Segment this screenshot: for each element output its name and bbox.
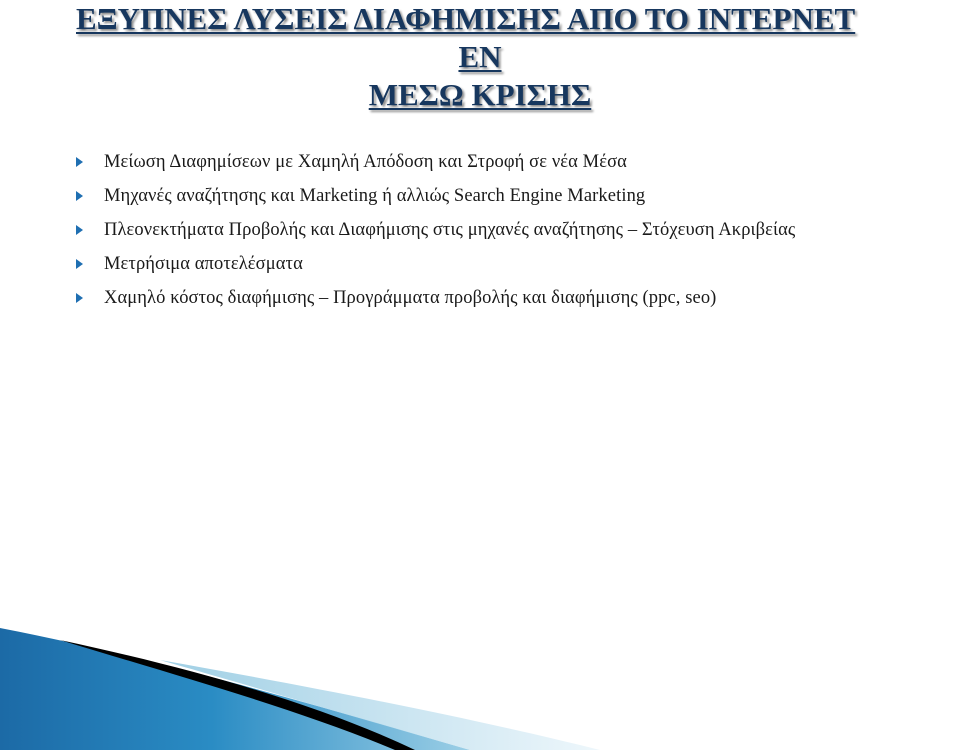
slide-title: [0, 0, 960, 114]
bullet-text: Μείωση Διαφημίσεων με Χαμηλή Απόδοση και Στροφή σε νέα Μέσα: [104, 151, 627, 172]
triangle-bullet-icon: [76, 225, 83, 235]
bullet-list: [76, 145, 795, 315]
bullet-text: Μηχανές αναζήτησης και Marketing ή αλλιώς Search Engine Marketing: [104, 185, 646, 206]
swoosh-light-band: [160, 660, 600, 750]
triangle-bullet-icon: [76, 157, 83, 167]
bullet-item: [76, 247, 795, 281]
bullet-text: Χαμηλό κόστος διαφήμισης – Προγράμματα προβολής και διαφήμισης (ppc, seo): [104, 287, 717, 308]
triangle-bullet-icon: [76, 191, 83, 201]
bullet-item: [76, 281, 795, 315]
bullet-item: [76, 145, 795, 179]
bullet-item: [76, 213, 795, 247]
title-line-2: ΕΝ: [458, 39, 502, 74]
bullet-text: Πλεονεκτήματα Προβολής και Διαφήμισης στις μηχανές αναζήτησης – Στόχευση Ακριβείας: [104, 219, 796, 240]
title-line-3: ΜΕΣΩ ΚΡΙΣΗΣ: [368, 77, 592, 112]
swoosh-black-stroke: [60, 640, 415, 750]
bullet-item: [76, 179, 795, 213]
title-line-1: ΕΞΥΠΝΕΣ ΛΥΣΕΙΣ ΔΙΑΦΗΜΙΣΗΣ ΑΠΟ ΤΟ ΙΝΤΕΡΝΕΤ: [76, 1, 856, 36]
triangle-bullet-icon: [76, 259, 83, 269]
swoosh-blue-band: [0, 628, 470, 750]
bullet-text: Μετρήσιμα αποτελέσματα: [104, 253, 303, 274]
triangle-bullet-icon: [76, 293, 83, 303]
